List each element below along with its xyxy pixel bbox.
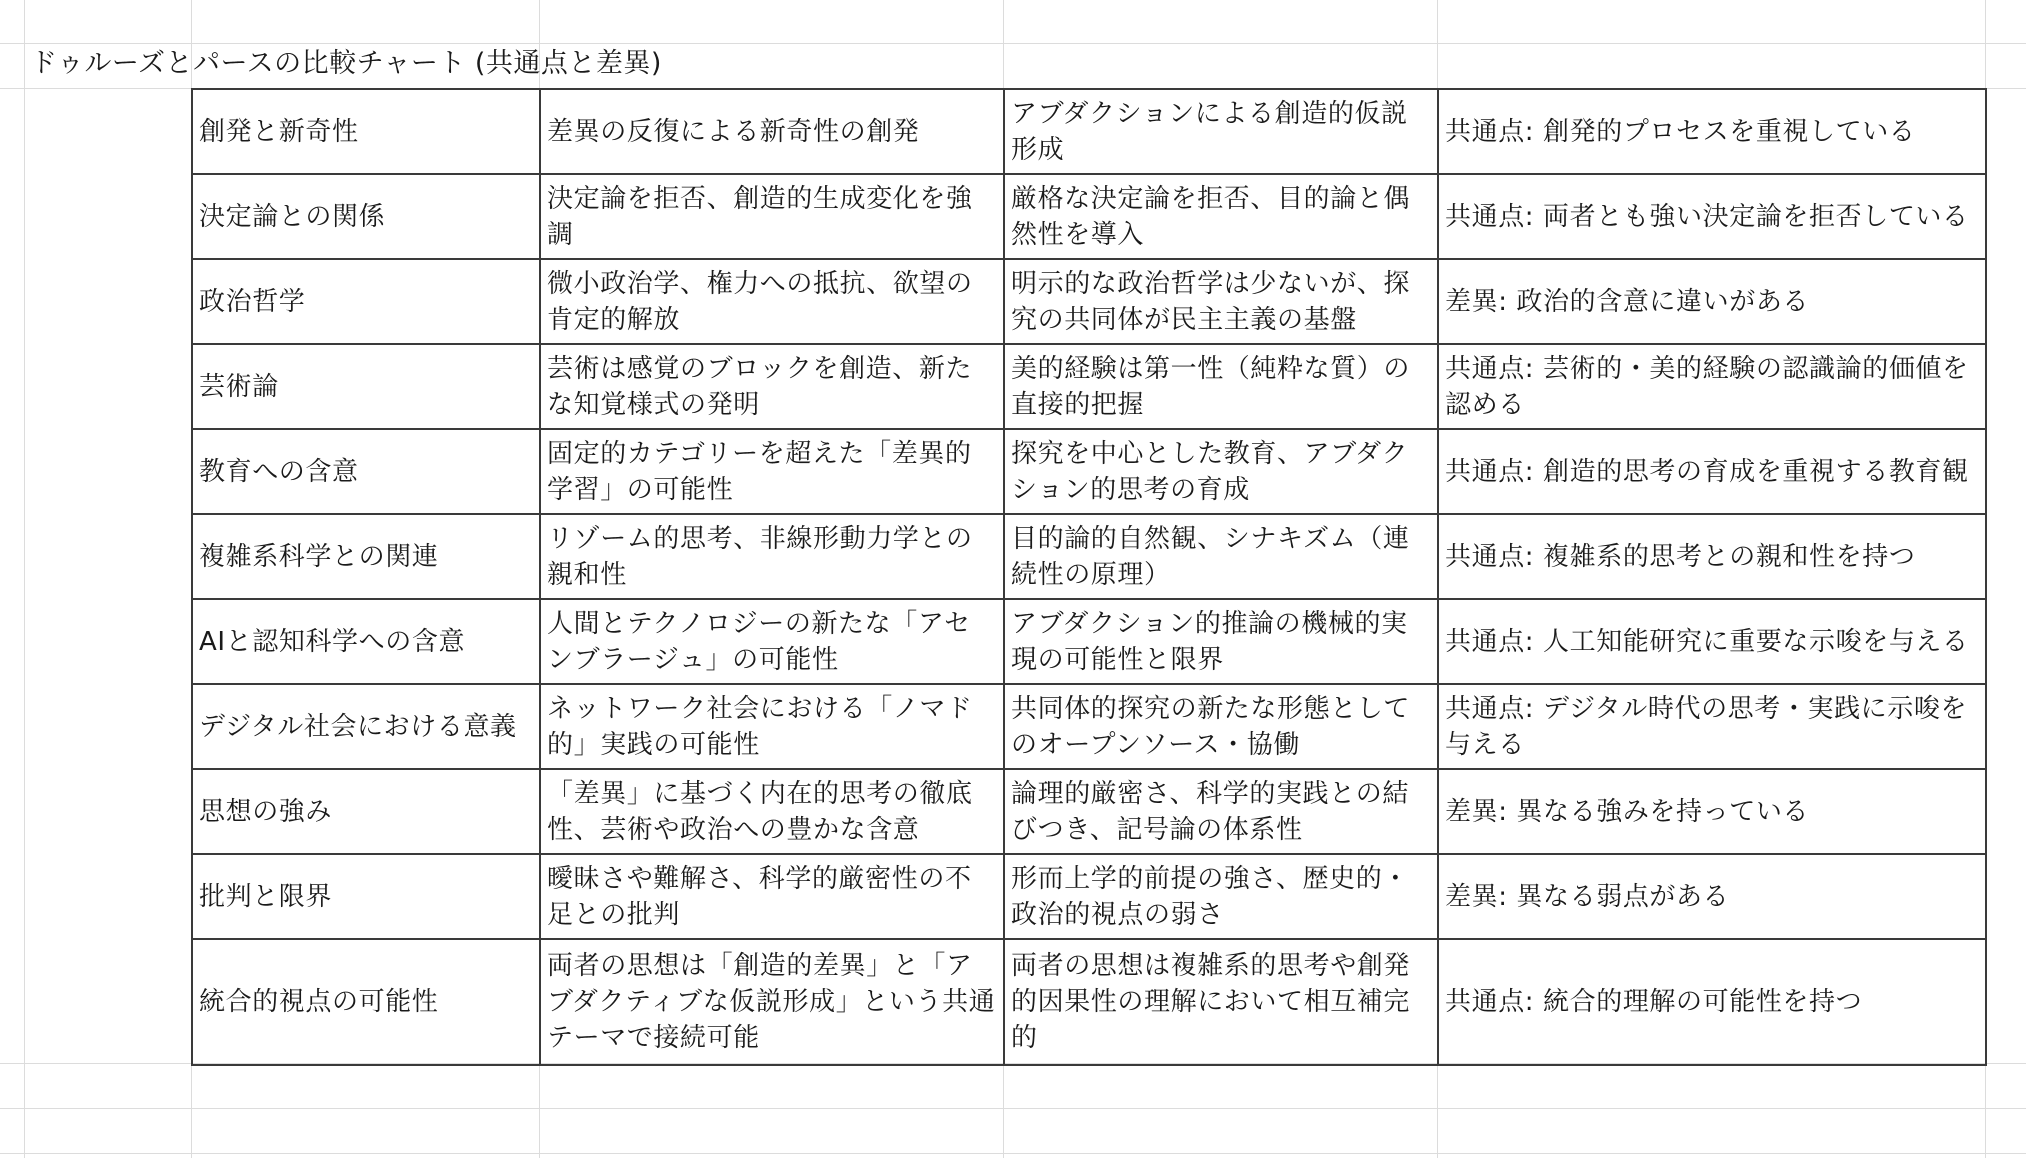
table-row bbox=[192, 174, 1986, 259]
gridline-horizontal bbox=[0, 1153, 2026, 1154]
cell-deleuze[interactable]: 両者の思想は「創造的差異」と「アブダクティブな仮説形成」という共通テーマで接続可能 bbox=[540, 939, 1004, 1065]
cell-topic[interactable]: 芸術論 bbox=[192, 344, 540, 429]
cell-peirce[interactable]: 共同体的探究の新たな形態としてのオープンソース・協働 bbox=[1004, 684, 1438, 769]
cell-topic[interactable]: 政治哲学 bbox=[192, 259, 540, 344]
cell-deleuze[interactable]: 曖昧さや難解さ、科学的厳密性の不足との批判 bbox=[540, 854, 1004, 939]
cell-topic[interactable]: 批判と限界 bbox=[192, 854, 540, 939]
cell-relation[interactable]: 共通点: 創造的思考の育成を重視する教育観 bbox=[1438, 429, 1986, 514]
cell-topic[interactable]: デジタル社会における意義 bbox=[192, 684, 540, 769]
gridline-horizontal bbox=[0, 43, 2026, 44]
sheet-title[interactable]: ドゥルーズとパースの比較チャート (共通点と差異) bbox=[30, 48, 662, 79]
cell-peirce[interactable]: 論理的厳密さ、科学的実践との結びつき、記号論の体系性 bbox=[1004, 769, 1438, 854]
cell-deleuze[interactable]: 固定的カテゴリーを超えた「差異的学習」の可能性 bbox=[540, 429, 1004, 514]
table-row bbox=[192, 89, 1986, 174]
cell-relation[interactable]: 差異: 異なる弱点がある bbox=[1438, 854, 1986, 939]
cell-peirce[interactable]: 美的経験は第一性（純粋な質）の直接的把握 bbox=[1004, 344, 1438, 429]
table-row bbox=[192, 939, 1986, 1065]
gridline-horizontal bbox=[0, 1108, 2026, 1109]
cell-relation[interactable]: 共通点: デジタル時代の思考・実践に示唆を与える bbox=[1438, 684, 1986, 769]
cell-peirce[interactable]: 目的論的自然観、シナキズム（連続性の原理） bbox=[1004, 514, 1438, 599]
table-row bbox=[192, 514, 1986, 599]
cell-peirce[interactable]: 厳格な決定論を拒否、目的論と偶然性を導入 bbox=[1004, 174, 1438, 259]
table-row bbox=[192, 769, 1986, 854]
table-row bbox=[192, 854, 1986, 939]
table-row bbox=[192, 429, 1986, 514]
cell-relation[interactable]: 差異: 政治的含意に違いがある bbox=[1438, 259, 1986, 344]
table-row bbox=[192, 684, 1986, 769]
cell-relation[interactable]: 共通点: 統合的理解の可能性を持つ bbox=[1438, 939, 1986, 1065]
cell-relation[interactable]: 差異: 異なる強みを持っている bbox=[1438, 769, 1986, 854]
cell-topic[interactable]: 思想の強み bbox=[192, 769, 540, 854]
cell-topic[interactable]: 複雑系科学との関連 bbox=[192, 514, 540, 599]
cell-deleuze[interactable]: 芸術は感覚のブロックを創造、新たな知覚様式の発明 bbox=[540, 344, 1004, 429]
cell-deleuze[interactable]: 決定論を拒否、創造的生成変化を強調 bbox=[540, 174, 1004, 259]
cell-deleuze[interactable]: 人間とテクノロジーの新たな「アセンブラージュ」の可能性 bbox=[540, 599, 1004, 684]
cell-peirce[interactable]: 両者の思想は複雑系的思考や創発的因果性の理解において相互補完的 bbox=[1004, 939, 1438, 1065]
table-row bbox=[192, 259, 1986, 344]
table-row bbox=[192, 599, 1986, 684]
cell-peirce[interactable]: 形而上学的前提の強さ、歴史的・政治的視点の弱さ bbox=[1004, 854, 1438, 939]
cell-relation[interactable]: 共通点: 芸術的・美的経験の認識論的価値を認める bbox=[1438, 344, 1986, 429]
cell-peirce[interactable]: アブダクションによる創造的仮説形成 bbox=[1004, 89, 1438, 174]
cell-deleuze[interactable]: ネットワーク社会における「ノマド的」実践の可能性 bbox=[540, 684, 1004, 769]
cell-topic[interactable]: 統合的視点の可能性 bbox=[192, 939, 540, 1065]
cell-peirce[interactable]: アブダクション的推論の機械的実現の可能性と限界 bbox=[1004, 599, 1438, 684]
cell-deleuze[interactable]: 差異の反復による新奇性の創発 bbox=[540, 89, 1004, 174]
cell-deleuze[interactable]: 微小政治学、権力への抵抗、欲望の肯定的解放 bbox=[540, 259, 1004, 344]
table-row bbox=[192, 344, 1986, 429]
cell-peirce[interactable]: 探究を中心とした教育、アブダクション的思考の育成 bbox=[1004, 429, 1438, 514]
cell-relation[interactable]: 共通点: 両者とも強い決定論を拒否している bbox=[1438, 174, 1986, 259]
cell-topic[interactable]: 決定論との関係 bbox=[192, 174, 540, 259]
cell-deleuze[interactable]: リゾーム的思考、非線形動力学との親和性 bbox=[540, 514, 1004, 599]
comparison-table bbox=[191, 88, 1987, 1066]
cell-topic[interactable]: AIと認知科学への含意 bbox=[192, 599, 540, 684]
cell-deleuze[interactable]: 「差異」に基づく内在的思考の徹底性、芸術や政治への豊かな含意 bbox=[540, 769, 1004, 854]
gridline-vertical bbox=[24, 0, 25, 1158]
cell-topic[interactable]: 創発と新奇性 bbox=[192, 89, 540, 174]
cell-relation[interactable]: 共通点: 複雑系的思考との親和性を持つ bbox=[1438, 514, 1986, 599]
cell-topic[interactable]: 教育への含意 bbox=[192, 429, 540, 514]
cell-relation[interactable]: 共通点: 人工知能研究に重要な示唆を与える bbox=[1438, 599, 1986, 684]
cell-peirce[interactable]: 明示的な政治哲学は少ないが、探究の共同体が民主主義の基盤 bbox=[1004, 259, 1438, 344]
cell-relation[interactable]: 共通点: 創発的プロセスを重視している bbox=[1438, 89, 1986, 174]
